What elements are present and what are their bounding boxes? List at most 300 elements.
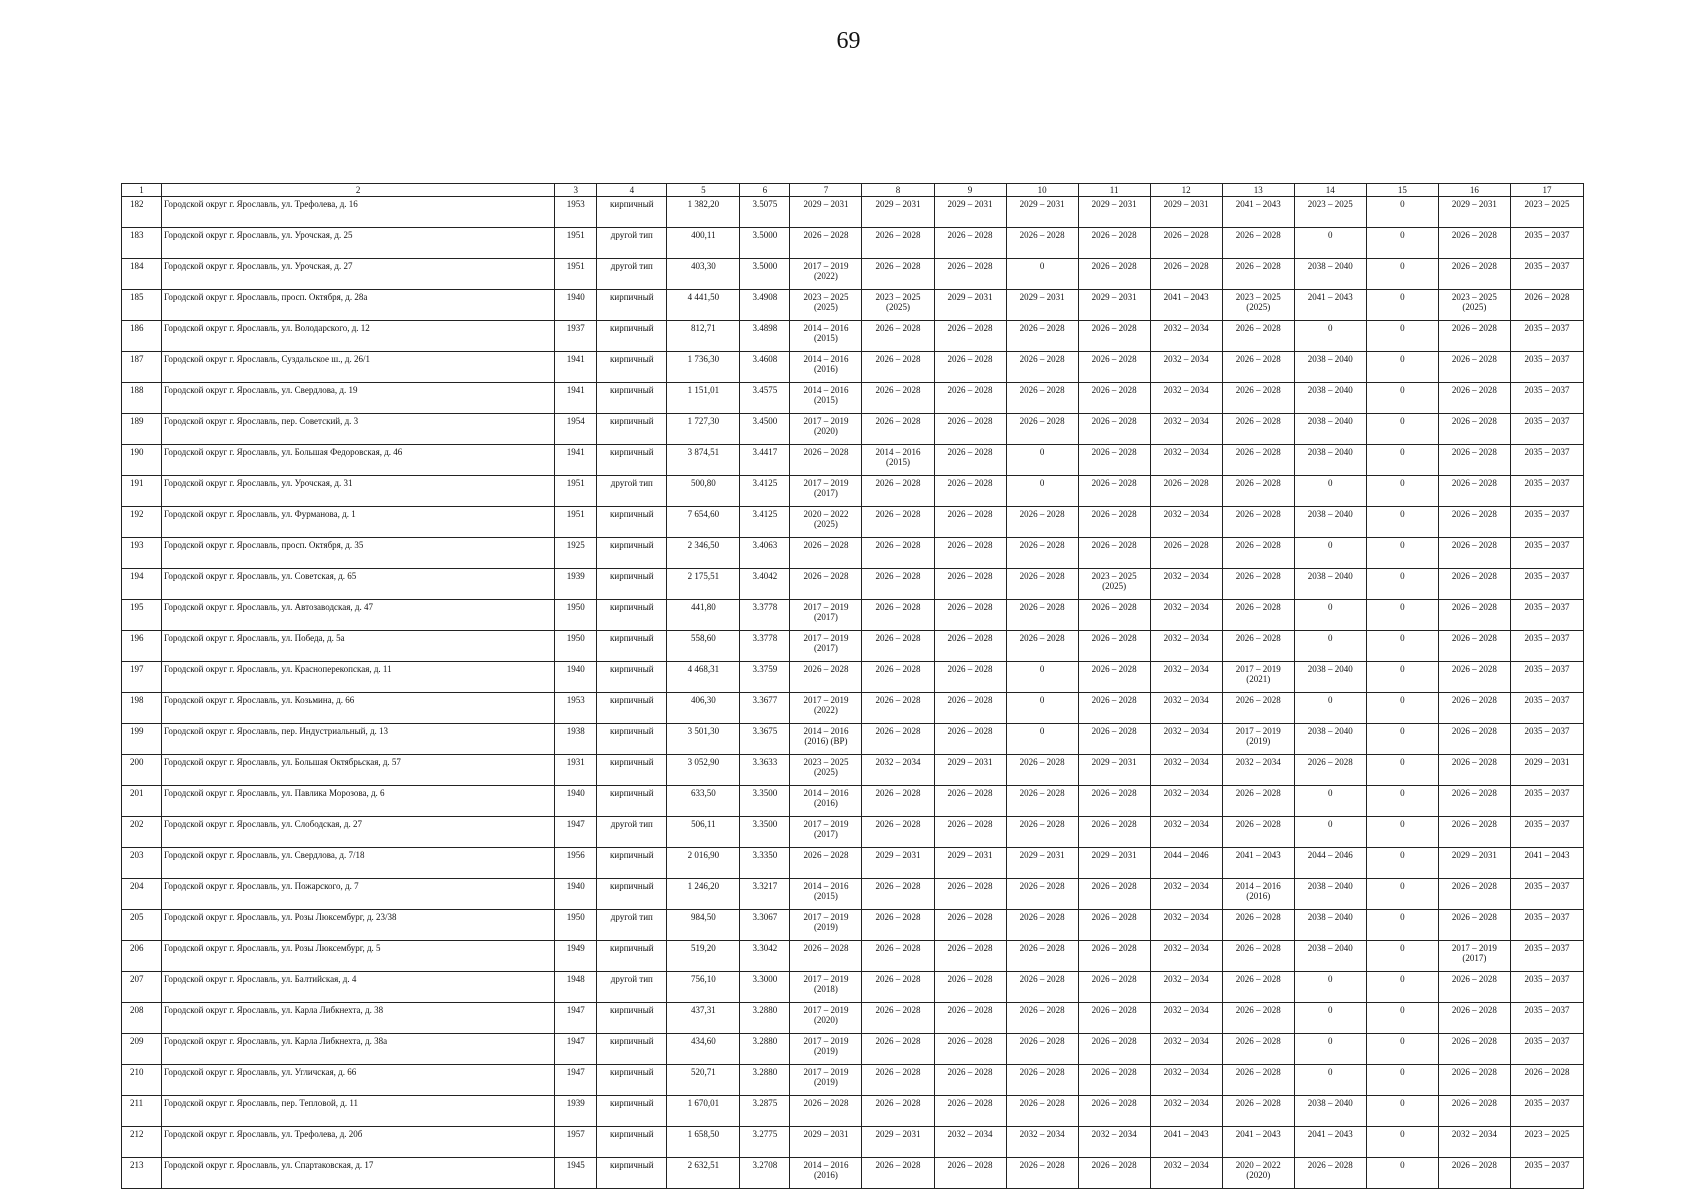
table-cell: 2029 – 2031	[790, 1127, 862, 1158]
table-cell: 441,80	[667, 600, 740, 631]
table-cell: 2032 – 2034	[1150, 352, 1222, 383]
table-cell: кирпичный	[597, 290, 667, 321]
table-cell: 2035 – 2037	[1510, 414, 1583, 445]
table-cell: 2026 – 2028	[1078, 1096, 1150, 1127]
table-cell: 2026 – 2028	[1438, 414, 1510, 445]
table-cell: 3.3759	[740, 662, 790, 693]
table-cell: 3.3500	[740, 817, 790, 848]
table-cell: 0	[1294, 538, 1366, 569]
address-cell: Городской округ г. Ярославль, ул. Павлика Морозова, д. 6	[162, 786, 555, 817]
table-cell: 2026 – 2028	[1006, 321, 1078, 352]
address-cell: Городской округ г. Ярославль, ул. Трефолева, д. 20б	[162, 1127, 555, 1158]
table-cell: 2014 – 2016 (2015)	[790, 383, 862, 414]
table-cell: 2032 – 2034	[1150, 383, 1222, 414]
table-cell: 0	[1366, 1096, 1438, 1127]
table-cell: 2026 – 2028	[1006, 414, 1078, 445]
table-cell: 0	[1366, 352, 1438, 383]
table-cell: 2026 – 2028	[934, 476, 1006, 507]
table-cell: 1949	[555, 941, 597, 972]
table-cell: 2026 – 2028	[1438, 755, 1510, 786]
table-body	[122, 197, 1584, 1189]
table-cell: 2032 – 2034	[1150, 879, 1222, 910]
row-number-cell: 184	[122, 259, 162, 290]
table-cell: 3.4575	[740, 383, 790, 414]
table-cell: 2038 – 2040	[1294, 1096, 1366, 1127]
table-cell: 2026 – 2028	[1078, 786, 1150, 817]
column-header-17: 17	[1510, 184, 1583, 197]
table-cell: 2035 – 2037	[1510, 569, 1583, 600]
table-cell: 2026 – 2028	[1078, 352, 1150, 383]
table-cell: 2029 – 2031	[1078, 197, 1150, 228]
table-cell: 2029 – 2031	[862, 1127, 934, 1158]
table-cell: 2026 – 2028	[1222, 786, 1294, 817]
table-cell: 2032 – 2034	[862, 755, 934, 786]
table-cell: 2026 – 2028	[1510, 1065, 1583, 1096]
table-cell: 2032 – 2034	[1150, 1158, 1222, 1189]
row-number-cell: 201	[122, 786, 162, 817]
table-cell: 2026 – 2028	[862, 228, 934, 259]
table-cell: 2026 – 2028	[1078, 414, 1150, 445]
table-cell: 2029 – 2031	[934, 755, 1006, 786]
address-cell: Городской округ г. Ярославль, ул. Урочская, д. 25	[162, 228, 555, 259]
table-cell: 2026 – 2028	[1222, 910, 1294, 941]
table-cell: 2038 – 2040	[1294, 507, 1366, 538]
table-cell: 3.3500	[740, 786, 790, 817]
table-cell: 3.2775	[740, 1127, 790, 1158]
table-cell: кирпичный	[597, 724, 667, 755]
table-cell: 2029 – 2031	[1078, 848, 1150, 879]
table-cell: 2026 – 2028	[1222, 569, 1294, 600]
table-cell: кирпичный	[597, 941, 667, 972]
table-cell: 1 727,30	[667, 414, 740, 445]
table-cell: 2032 – 2034	[1150, 817, 1222, 848]
table-cell: 2026 – 2028	[934, 259, 1006, 290]
table-row	[122, 569, 1584, 600]
table-cell: кирпичный	[597, 1034, 667, 1065]
table-cell: 2032 – 2034	[1150, 910, 1222, 941]
table-row	[122, 383, 1584, 414]
table-cell: 2026 – 2028	[1078, 879, 1150, 910]
table-cell: 2026 – 2028	[1222, 321, 1294, 352]
table-cell: 2026 – 2028	[1078, 972, 1150, 1003]
table-cell: 2035 – 2037	[1510, 1096, 1583, 1127]
row-number-cell: 204	[122, 879, 162, 910]
table-cell: 2026 – 2028	[934, 383, 1006, 414]
table-cell: 2026 – 2028	[862, 321, 934, 352]
table-row	[122, 352, 1584, 383]
table-cell: 2026 – 2028	[862, 569, 934, 600]
table-cell: 2032 – 2034	[1150, 600, 1222, 631]
row-number-cell: 182	[122, 197, 162, 228]
table-cell: 2026 – 2028	[1438, 321, 1510, 352]
table-cell: кирпичный	[597, 445, 667, 476]
table-cell: 2038 – 2040	[1294, 941, 1366, 972]
address-cell: Городской округ г. Ярославль, ул. Спартаковская, д. 17	[162, 1158, 555, 1189]
table-cell: 2014 – 2016 (2015)	[790, 879, 862, 910]
column-header-8: 8	[862, 184, 934, 197]
table-cell: 500,80	[667, 476, 740, 507]
table-cell: 2026 – 2028	[1438, 879, 1510, 910]
table-cell: 2032 – 2034	[1150, 1034, 1222, 1065]
address-cell: Городской округ г. Ярославль, ул. Большая Октябрьская, д. 57	[162, 755, 555, 786]
table-cell: 0	[1294, 1065, 1366, 1096]
row-number-cell: 191	[122, 476, 162, 507]
table-cell: 2026 – 2028	[1078, 383, 1150, 414]
table-cell: 1931	[555, 755, 597, 786]
table-cell: 2026 – 2028	[862, 662, 934, 693]
table-cell: 0	[1006, 259, 1078, 290]
table-cell: 1938	[555, 724, 597, 755]
table-row	[122, 290, 1584, 321]
table-cell: 2023 – 2025 (2025)	[790, 290, 862, 321]
table-cell: 1951	[555, 507, 597, 538]
table-cell: 2026 – 2028	[862, 538, 934, 569]
table-cell: кирпичный	[597, 786, 667, 817]
table-cell: 2026 – 2028	[1006, 228, 1078, 259]
table-cell: 2026 – 2028	[934, 724, 1006, 755]
table-cell: 3.4063	[740, 538, 790, 569]
table-cell: 2026 – 2028	[1150, 259, 1222, 290]
address-cell: Городской округ г. Ярославль, пер. Индустриальный, д. 13	[162, 724, 555, 755]
table-cell: 2026 – 2028	[1078, 538, 1150, 569]
table-cell: 0	[1366, 724, 1438, 755]
table-cell: 2026 – 2028	[934, 786, 1006, 817]
address-cell: Городской округ г. Ярославль, ул. Козьмина, д. 66	[162, 693, 555, 724]
table-cell: кирпичный	[597, 414, 667, 445]
table-cell: 2032 – 2034	[1150, 693, 1222, 724]
table-cell: 0	[1294, 693, 1366, 724]
table-cell: 2026 – 2028	[1222, 693, 1294, 724]
table-cell: 0	[1366, 879, 1438, 910]
table-cell: 2044 – 2046	[1150, 848, 1222, 879]
table-cell: другой тип	[597, 476, 667, 507]
table-cell: 2029 – 2031	[1006, 290, 1078, 321]
table-cell: 0	[1366, 941, 1438, 972]
table-cell: 0	[1366, 600, 1438, 631]
row-number-cell: 195	[122, 600, 162, 631]
table-cell: 4 441,50	[667, 290, 740, 321]
row-number-cell: 194	[122, 569, 162, 600]
table-cell: 3.2880	[740, 1003, 790, 1034]
table-cell: 0	[1366, 631, 1438, 662]
table-cell: 3.3000	[740, 972, 790, 1003]
table-cell: 434,60	[667, 1034, 740, 1065]
table-cell: кирпичный	[597, 848, 667, 879]
table-cell: 0	[1294, 228, 1366, 259]
table-cell: 2026 – 2028	[1222, 600, 1294, 631]
row-number-cell: 185	[122, 290, 162, 321]
table-cell: 0	[1366, 569, 1438, 600]
table-cell: 1948	[555, 972, 597, 1003]
table-cell: 2032 – 2034	[1150, 662, 1222, 693]
table-cell: 1951	[555, 228, 597, 259]
table-cell: 0	[1366, 538, 1438, 569]
table-row	[122, 228, 1584, 259]
table-cell: 558,60	[667, 631, 740, 662]
row-number-cell: 199	[122, 724, 162, 755]
table-cell: 2038 – 2040	[1294, 259, 1366, 290]
table-row	[122, 972, 1584, 1003]
table-cell: кирпичный	[597, 569, 667, 600]
table-cell: кирпичный	[597, 600, 667, 631]
table-cell: 2017 – 2019 (2019)	[790, 1065, 862, 1096]
row-number-cell: 211	[122, 1096, 162, 1127]
table-cell: 2035 – 2037	[1510, 321, 1583, 352]
table-cell: 2026 – 2028	[1150, 476, 1222, 507]
table-cell: 2026 – 2028	[934, 569, 1006, 600]
table-cell: 2026 – 2028	[862, 507, 934, 538]
table-cell: кирпичный	[597, 631, 667, 662]
table-cell: 0	[1366, 445, 1438, 476]
table-cell: 0	[1366, 1065, 1438, 1096]
table-cell: 2035 – 2037	[1510, 383, 1583, 414]
table-row	[122, 1096, 1584, 1127]
table-cell: 2026 – 2028	[934, 1158, 1006, 1189]
table-cell: 2026 – 2028	[1510, 290, 1583, 321]
table-cell: 0	[1366, 507, 1438, 538]
table-cell: 2026 – 2028	[862, 476, 934, 507]
table-cell: 2026 – 2028	[1222, 228, 1294, 259]
address-cell: Городской округ г. Ярославль, ул. Автозаводская, д. 47	[162, 600, 555, 631]
address-cell: Городской округ г. Ярославль, ул. Балтийская, д. 4	[162, 972, 555, 1003]
table-cell: 2041 – 2043	[1294, 290, 1366, 321]
table-cell: кирпичный	[597, 1096, 667, 1127]
table-cell: 0	[1294, 321, 1366, 352]
table-cell: 0	[1366, 817, 1438, 848]
table-cell: 3.4500	[740, 414, 790, 445]
table-cell: 2026 – 2028	[1438, 228, 1510, 259]
table-cell: кирпичный	[597, 693, 667, 724]
table-cell: 1954	[555, 414, 597, 445]
table-cell: 1957	[555, 1127, 597, 1158]
table-cell: 2035 – 2037	[1510, 259, 1583, 290]
table-cell: 2014 – 2016 (2015)	[790, 321, 862, 352]
table-cell: 2041 – 2043	[1150, 290, 1222, 321]
table-cell: 2038 – 2040	[1294, 414, 1366, 445]
table-row	[122, 817, 1584, 848]
table-cell: 1956	[555, 848, 597, 879]
table-cell: 2017 – 2019 (2017)	[790, 631, 862, 662]
table-cell: 0	[1006, 724, 1078, 755]
row-number-cell: 183	[122, 228, 162, 259]
table-cell: 400,11	[667, 228, 740, 259]
table-cell: 2038 – 2040	[1294, 724, 1366, 755]
table-cell: 2026 – 2028	[1438, 569, 1510, 600]
table-cell: 2026 – 2028	[1078, 724, 1150, 755]
table-cell: 2023 – 2025	[1294, 197, 1366, 228]
column-header-3: 3	[555, 184, 597, 197]
address-cell: Городской округ г. Ярославль, ул. Большая Федоровская, д. 46	[162, 445, 555, 476]
table-cell: 3.3633	[740, 755, 790, 786]
table-cell: 2026 – 2028	[1222, 352, 1294, 383]
table-cell: 0	[1294, 600, 1366, 631]
table-cell: 2026 – 2028	[1294, 1158, 1366, 1189]
table-cell: 2032 – 2034	[1150, 321, 1222, 352]
table-cell: 2026 – 2028	[1006, 383, 1078, 414]
table-cell: другой тип	[597, 228, 667, 259]
table-cell: 2026 – 2028	[1006, 879, 1078, 910]
table-cell: 1953	[555, 693, 597, 724]
table-cell: 0	[1366, 910, 1438, 941]
row-number-cell: 212	[122, 1127, 162, 1158]
row-number-cell: 197	[122, 662, 162, 693]
table-cell: 2026 – 2028	[934, 693, 1006, 724]
table-cell: 2035 – 2037	[1510, 1034, 1583, 1065]
table-cell: 2026 – 2028	[934, 941, 1006, 972]
table-cell: 2017 – 2019 (2017)	[1438, 941, 1510, 972]
table-cell: 2026 – 2028	[1222, 631, 1294, 662]
table-cell: 2029 – 2031	[1078, 290, 1150, 321]
table-cell: 2020 – 2022 (2020)	[1222, 1158, 1294, 1189]
table-cell: 2017 – 2019 (2020)	[790, 414, 862, 445]
table-cell: 2026 – 2028	[1006, 755, 1078, 786]
row-number-cell: 198	[122, 693, 162, 724]
address-cell: Городской округ г. Ярославль, ул. Розы Люксембург, д. 23/38	[162, 910, 555, 941]
table-cell: 1940	[555, 879, 597, 910]
table-cell: 0	[1366, 786, 1438, 817]
row-number-cell: 186	[122, 321, 162, 352]
table-cell: 2017 – 2019 (2019)	[1222, 724, 1294, 755]
table-cell: 2026 – 2028	[1078, 600, 1150, 631]
table-cell: 2044 – 2046	[1294, 848, 1366, 879]
table-cell: 2032 – 2034	[1150, 1065, 1222, 1096]
table-cell: 1941	[555, 352, 597, 383]
table-cell: 2026 – 2028	[1078, 693, 1150, 724]
address-cell: Городской округ г. Ярославль, ул. Володарского, д. 12	[162, 321, 555, 352]
table-cell: 3.4125	[740, 476, 790, 507]
table-cell: 2026 – 2028	[934, 631, 1006, 662]
column-header-16: 16	[1438, 184, 1510, 197]
table-cell: 2026 – 2028	[862, 1096, 934, 1127]
table-cell: 2026 – 2028	[1078, 631, 1150, 662]
table-cell: 2032 – 2034	[1150, 786, 1222, 817]
table-cell: 2026 – 2028	[1006, 941, 1078, 972]
table-cell: 633,50	[667, 786, 740, 817]
row-number-cell: 210	[122, 1065, 162, 1096]
table-cell: 2026 – 2028	[790, 848, 862, 879]
table-cell: 2026 – 2028	[862, 600, 934, 631]
table-cell: 2029 – 2031	[934, 848, 1006, 879]
table-cell: 2026 – 2028	[1006, 507, 1078, 538]
table-row	[122, 910, 1584, 941]
table-cell: 2026 – 2028	[1438, 383, 1510, 414]
table-cell: 2014 – 2016 (2016)	[790, 1158, 862, 1189]
table-row	[122, 1003, 1584, 1034]
table-cell: 2026 – 2028	[1078, 507, 1150, 538]
table-row	[122, 1065, 1584, 1096]
table-cell: 0	[1366, 228, 1438, 259]
table-cell: 2026 – 2028	[1078, 662, 1150, 693]
row-number-cell: 193	[122, 538, 162, 569]
row-number-cell: 209	[122, 1034, 162, 1065]
table-row	[122, 724, 1584, 755]
table-cell: 1951	[555, 476, 597, 507]
table-cell: 2029 – 2031	[1510, 755, 1583, 786]
table-cell: 2029 – 2031	[1006, 197, 1078, 228]
table-cell: 2035 – 2037	[1510, 972, 1583, 1003]
column-header-12: 12	[1150, 184, 1222, 197]
table-cell: 2026 – 2028	[934, 414, 1006, 445]
table-cell: 2026 – 2028	[1438, 724, 1510, 755]
table-cell: 0	[1006, 693, 1078, 724]
table-cell: 0	[1366, 662, 1438, 693]
table-cell: 2035 – 2037	[1510, 941, 1583, 972]
table-cell: 2026 – 2028	[934, 1003, 1006, 1034]
column-header-5: 5	[667, 184, 740, 197]
table-row	[122, 631, 1584, 662]
table-row	[122, 755, 1584, 786]
column-header-9: 9	[934, 184, 1006, 197]
table-cell: 2026 – 2028	[790, 941, 862, 972]
table-cell: 3 874,51	[667, 445, 740, 476]
table-cell: 0	[1366, 414, 1438, 445]
table-cell: 0	[1006, 476, 1078, 507]
table-cell: 2029 – 2031	[934, 197, 1006, 228]
column-header-10: 10	[1006, 184, 1078, 197]
table-cell: 1 151,01	[667, 383, 740, 414]
table-cell: 2026 – 2028	[1438, 352, 1510, 383]
table-cell: 2026 – 2028	[1438, 972, 1510, 1003]
table-cell: 2026 – 2028	[1222, 259, 1294, 290]
table-cell: 1947	[555, 1003, 597, 1034]
table-cell: 2029 – 2031	[1438, 848, 1510, 879]
table-cell: 756,10	[667, 972, 740, 1003]
table-cell: 2017 – 2019 (2019)	[790, 1034, 862, 1065]
table-cell: 2026 – 2028	[1078, 910, 1150, 941]
table-cell: 2026 – 2028	[862, 693, 934, 724]
table-cell: 2026 – 2028	[934, 228, 1006, 259]
table-cell: 2026 – 2028	[1006, 1096, 1078, 1127]
table-cell: 2014 – 2016 (2016) (ВР)	[790, 724, 862, 755]
table-row	[122, 941, 1584, 972]
table-cell: 3.3042	[740, 941, 790, 972]
table-row	[122, 507, 1584, 538]
table-cell: другой тип	[597, 817, 667, 848]
table-cell: 2026 – 2028	[934, 910, 1006, 941]
table-cell: 0	[1006, 445, 1078, 476]
table-cell: кирпичный	[597, 1127, 667, 1158]
table-cell: 2035 – 2037	[1510, 879, 1583, 910]
table-cell: 3 052,90	[667, 755, 740, 786]
table-cell: 2041 – 2043	[1222, 197, 1294, 228]
table-row	[122, 600, 1584, 631]
row-number-cell: 203	[122, 848, 162, 879]
table-cell: 2026 – 2028	[862, 631, 934, 662]
table-cell: 2032 – 2034	[1150, 631, 1222, 662]
table-row	[122, 848, 1584, 879]
table-cell: 0	[1366, 321, 1438, 352]
table-cell: 2026 – 2028	[862, 414, 934, 445]
table-cell: 2029 – 2031	[934, 290, 1006, 321]
table-cell: 2026 – 2028	[934, 879, 1006, 910]
table-cell: 2026 – 2028	[1438, 817, 1510, 848]
table-cell: 2029 – 2031	[790, 197, 862, 228]
table-cell: кирпичный	[597, 1158, 667, 1189]
table-cell: 3.5000	[740, 228, 790, 259]
column-header-11: 11	[1078, 184, 1150, 197]
table-cell: 2026 – 2028	[1006, 817, 1078, 848]
table-cell: 2026 – 2028	[934, 507, 1006, 538]
row-number-cell: 196	[122, 631, 162, 662]
table-cell: 1 670,01	[667, 1096, 740, 1127]
table-cell: 2038 – 2040	[1294, 569, 1366, 600]
table-cell: 2017 – 2019 (2017)	[790, 476, 862, 507]
table-cell: 2026 – 2028	[790, 662, 862, 693]
table-cell: 2032 – 2034	[1150, 755, 1222, 786]
table-cell: 2035 – 2037	[1510, 786, 1583, 817]
table-row	[122, 662, 1584, 693]
table-cell: 812,71	[667, 321, 740, 352]
